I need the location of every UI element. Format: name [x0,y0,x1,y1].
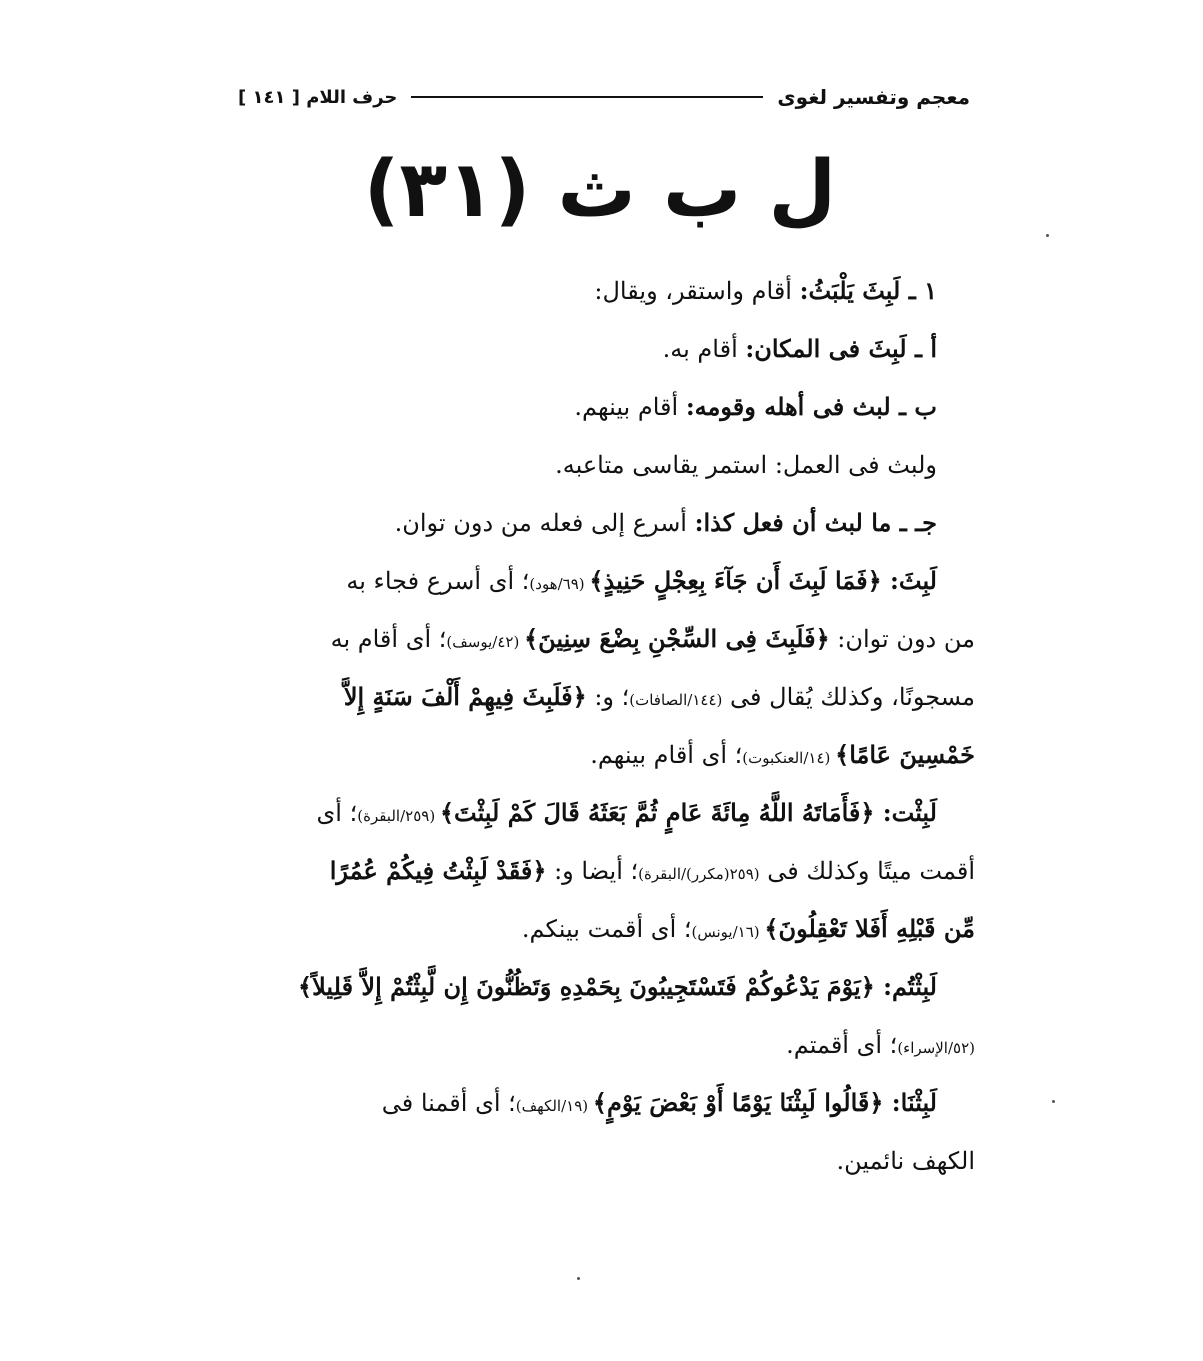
definition-text: ؛ أيضا و: [546,857,639,885]
entry-line [240,610,975,668]
header-rule [411,96,763,98]
entry-line [240,784,975,842]
definition-text: أقام به. [662,335,746,363]
entry-line [240,842,975,900]
definition-text: أقام بينهم. [574,393,686,421]
headword: لَبِثْت: [882,798,937,827]
headword: لَبِثَ: [890,566,937,595]
scan-speck [1046,234,1049,237]
definition-text: ؛ أى [316,799,358,827]
entry-line [240,436,975,494]
headword: ١ ـ لَبِثَ يَلْبَثُ: [799,276,937,305]
verse-reference: (١٤/العنكبوت) [742,749,836,767]
quran-quote: ﴿فَقَدْ لَبِثْتُ فِيكُمْ عُمُرًا [329,856,547,885]
scan-speck [577,1277,580,1280]
verse-reference: (٢٥٩/البقرة) [357,807,440,825]
quran-quote: ﴿قَالُوا لَبِثْنَا يَوْمًا أَوْ بَعْضَ يَوْمٍ﴾ [592,1088,892,1117]
entry-title: ل ب ث (٣١) [363,145,837,235]
entry-body [240,262,975,1190]
definition-text: ؛ أى أقمنا فى [381,1089,516,1117]
scan-speck [1052,1100,1055,1103]
quran-quote: ﴿فَأَمَاتَهُ اللَّهُ مِائَةَ عَامٍ ثُمَّ بَعَثَهُ قَالَ كَمْ لَبِثْتَ﴾ [439,798,883,827]
headword: أ ـ لَبِثَ فى المكان: [745,334,937,363]
definition-text: الكهف نائمين. [836,1147,975,1175]
headword: لَبِثْتُم: [883,972,937,1001]
verse-reference: (١٤٤/الصافات) [629,691,723,709]
definition-text: ولبث فى العمل: استمر يقاسى متاعبه. [555,451,937,479]
quran-quote: ﴿فَلَبِثَ فِى السِّجْنِ بِضْعَ سِنِينَ﴾ [524,624,830,653]
quran-quote: خَمْسِينَ عَامًا﴾ [835,740,975,769]
definition-text: مسجونًا، وكذلك يُقال فى [722,683,975,711]
entry-line [240,1074,975,1132]
entry-line [240,668,975,726]
entry-line [240,552,975,610]
entry-line [240,958,975,1016]
definition-text: أقام واستقر، ويقال: [594,277,800,305]
entry-line [240,262,975,320]
verse-reference: (١٩/الكهف) [515,1097,593,1115]
section-page-ref: حرف اللام [ ١٤١ ] [238,86,398,108]
quran-quote: مِّن قَبْلِهِ أَفَلا تَعْقِلُونَ﴾ [764,914,975,943]
definition-text: ؛ أى أقام به [330,625,447,653]
definition-text: أقمت ميتًا وكذلك فى [759,857,975,885]
definition-text: من دون توان: [829,625,975,653]
verse-reference: (٥٢/الإسراء) [897,1039,975,1057]
entry-line [240,378,975,436]
verse-reference: (٤٢/يوسف) [446,633,525,651]
book-title: معجم وتفسير لغوى [777,85,970,109]
entry-line [240,900,975,958]
entry-line [240,1016,975,1074]
quran-quote: ﴿فَلَبِثَ فِيهِمْ أَلْفَ سَنَةٍ إِلاَّ [343,682,587,711]
headword: لَبِثْنَا: [891,1088,937,1117]
entry-line [240,494,975,552]
entry-line [240,320,975,378]
verse-reference: (٢٥٩(مكرر)/البقرة) [638,865,760,883]
definition-text: أسرع إلى فعله من دون توان. [394,509,695,537]
definition-text: ؛ أى أقمتم. [786,1031,898,1059]
verse-reference: (١٦/يونس) [691,923,765,941]
verse-reference: (٦٩/هود) [529,575,590,593]
definition-text: ؛ أى أسرع فجاء به [346,567,530,595]
definition-text: ؛ أى أقام بينهم. [590,741,743,769]
entry-line [240,1132,975,1190]
entry-line [240,726,975,784]
quran-quote: ﴿يَوْمَ يَدْعُوكُمْ فَتَسْتَجِيبُونَ بِحَمْدِهِ وَتَظُنُّونَ إِن لَّبِثْتُمْ إِلاَّ قَلِيلاً﴾ [298,972,884,1001]
definition-text: ؛ أى أقمت بينكم. [521,915,692,943]
headword: جـ ـ ما لبث أن فعل كذا: [694,508,937,537]
headword: ب ـ لبث فى أهله وقومه: [685,392,937,421]
quran-quote: ﴿فَمَا لَبِثَ أَن جَآءَ بِعِجْلٍ حَنِيذٍ﴾ [589,566,891,595]
running-header [238,80,970,114]
definition-text: ؛ و: [586,683,630,711]
